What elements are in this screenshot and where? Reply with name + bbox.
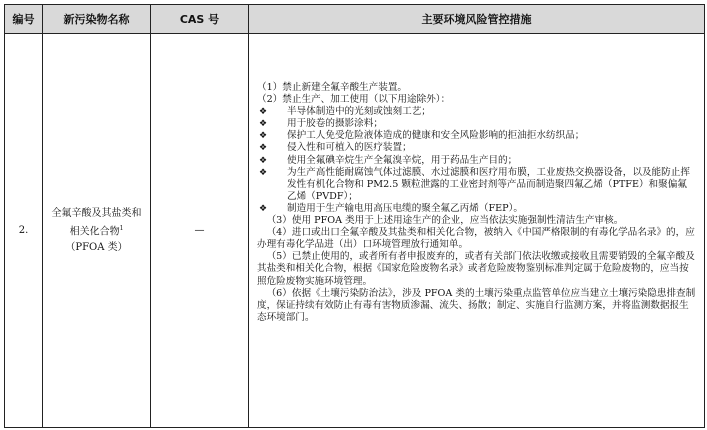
diamond-bullet-icon: ❖ <box>259 167 268 178</box>
exemption-item <box>257 155 696 167</box>
header-cas: CAS 号 <box>151 5 249 34</box>
measure-2: （2）禁止生产、加工使用（以下用途除外）： <box>257 94 451 106</box>
pollutant-table <box>4 4 705 428</box>
exemption-item-text: 用于胶卷的摄影涂料； <box>287 118 383 130</box>
exemption-item-text: 使用全氟碘辛烷生产全氟溴辛烷，用于药品生产目的； <box>287 154 518 166</box>
header-no: 编号 <box>5 5 43 34</box>
exemption-item <box>257 106 696 118</box>
pollutant-name-text: 相关化合物 <box>69 226 120 238</box>
table-row <box>5 34 705 428</box>
diamond-bullet-icon: ❖ <box>259 107 268 118</box>
diamond-bullet-icon: ❖ <box>259 203 268 214</box>
measure-5: （5）已禁止使用的，或者所有者申报废弃的，或者有关部门依法收缴或接收且需要销毁的全氟辛酸及其盐类和相关化合物，根据《国家危险废物名录》或者危险废物鉴别标准判定属于危险废物的，应当按照危险废物实施环境管理。 <box>257 251 695 287</box>
exemption-list <box>257 106 696 215</box>
pollutant-name-line1: 全氟辛酸及其盐类和 <box>51 208 142 220</box>
diamond-bullet-icon: ❖ <box>259 131 268 142</box>
measures-cell <box>249 34 705 428</box>
exemption-item-text: 保护工人免受危险液体造成的健康和安全风险影响的拒油拒水纺织品； <box>287 130 585 142</box>
exemption-item <box>257 130 696 142</box>
exemption-item <box>257 118 696 130</box>
exemption-item <box>257 203 696 215</box>
header-name: 新污染物名称 <box>43 5 151 34</box>
exemption-item-text: 半导体制造中的光刻或蚀刻工艺； <box>287 106 431 118</box>
exemption-item-text: 侵入性和可植入的医疗装置； <box>287 142 412 154</box>
measure-1: （1）禁止新建全氟辛酸生产装置。 <box>257 82 408 93</box>
row-number: 2. <box>5 34 43 428</box>
exemption-item <box>257 167 696 203</box>
header-row <box>5 5 705 34</box>
footnote-marker: 1 <box>119 225 124 233</box>
measure-6: （6）依据《土壤污染防治法》，涉及 PFOA 类的土壤污染重点监管单位应当建立土壤污染隐患排查制度，保证持续有效防止有毒有害物质渗漏、流失、扬散；制定、实施自行监测方案，并将监测数据报生态环境部门。 <box>257 287 696 323</box>
header-measures: 主要环境风险管控措施 <box>249 5 705 34</box>
exemption-item-text: 为生产高性能耐腐蚀气体过滤膜、水过滤膜和医疗用布膜，工业废热交换器设备，以及能防止挥发性有机化合物和 PM2.5 颗粒泄露的工业密封剂等产品而制造聚四氟乙烯（PTFE）和聚偏氟乙烯（PVDF）； <box>287 166 690 202</box>
pollutant-name <box>43 34 151 428</box>
exemption-item <box>257 142 696 154</box>
diamond-bullet-icon: ❖ <box>259 119 268 130</box>
measure-4: （4）进口或出口全氟辛酸及其盐类和相关化合物，被纳入《中国严格限制的有毒化学品名录》的，应办理有毒化学品进（出）口环境管理放行通知单。 <box>257 227 695 251</box>
diamond-bullet-icon: ❖ <box>259 155 268 166</box>
pollutant-name-line2 <box>43 221 150 239</box>
cas-number: — <box>151 34 249 428</box>
pollutant-abbrev: （PFOA 类） <box>65 241 128 253</box>
diamond-bullet-icon: ❖ <box>259 143 268 154</box>
measure-3: （3）使用 PFOA 类用于上述用途生产的企业，应当依法实施强制性清洁生产审核。 <box>266 215 624 227</box>
exemption-item-text: 制造用于生产输电用高压电缆的聚全氟乙丙烯（FEP）。 <box>287 202 523 214</box>
